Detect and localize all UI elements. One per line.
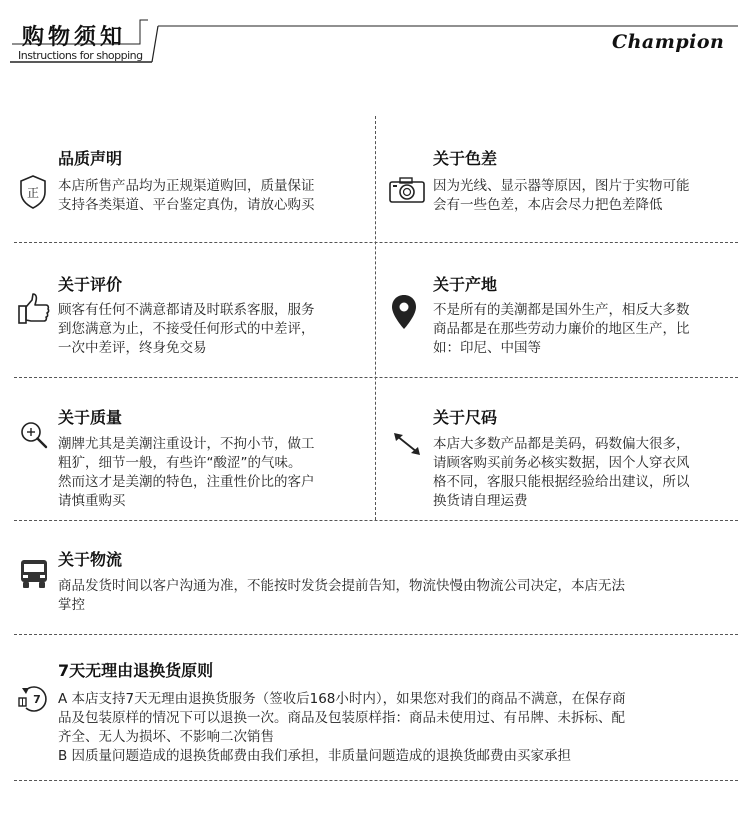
color-diff-text: 因为光线、显示器等原因，图片于实物可能 会有一些色差，本店会尽力把色差降低: [433, 178, 690, 213]
divider: [14, 634, 738, 635]
svg-text:正: 正: [26, 186, 40, 200]
seven-day-return-icon: [18, 684, 50, 714]
review-title: 关于评价: [58, 275, 123, 294]
logistics-title: 关于物流: [58, 550, 123, 569]
returns-title: 7天无理由退换货原则: [58, 661, 214, 680]
quality-statement-text: 本店所售产品均为正规渠道购回，质量保证 支持各类渠道、平台鉴定真伪，请放心购买: [58, 178, 315, 213]
origin-text: 不是所有的美潮都是国外生产，相反大多数 商品都是在那些劳动力廉价的地区生产，比 如：印尼、中国等: [433, 302, 690, 356]
origin-title: 关于产地: [433, 275, 498, 294]
returns-text: A 本店支持7天无理由退换货服务（签收后168小时内），如果您对我们的商品不满意，在保存商 品及包装原样的情况下可以退换一次。商品及包装原样指：商品未使用过、有吊牌、未拆标、配 齐全、无人为损坏、不影响二次销售 B 因质量问题造成的退换货邮费由我们承担，非质量问题造成的退换货邮费由买家承担: [58, 691, 626, 764]
quality-title: 关于质量: [58, 408, 123, 427]
thumbs-up-icon: [17, 292, 51, 326]
brand-logo: Champion: [612, 31, 725, 53]
divider: [14, 242, 738, 243]
shield-icon: [18, 174, 48, 210]
page-title: 购物须知: [22, 25, 127, 50]
divider: [14, 780, 738, 781]
quality-statement-title: 品质声明: [58, 149, 123, 168]
truck-icon: [19, 558, 49, 590]
page-subtitle: Instructions for shopping: [18, 49, 143, 62]
resize-arrow-icon: [393, 432, 421, 456]
magnifier-icon: [19, 420, 49, 450]
svg-text:7: 7: [33, 693, 41, 706]
divider: [14, 377, 738, 378]
size-text: 本店大多数产品都是美码，码数偏大很多， 请顾客购买前务必核实数据，因个人穿衣风 格不同，客服只能根据经验给出建议，所以 换货请自理运费: [433, 436, 690, 509]
camera-icon: [388, 176, 426, 204]
size-title: 关于尺码: [433, 408, 498, 427]
logistics-text: 商品发货时间以客户沟通为准，不能按时发货会提前告知，物流快慢由物流公司决定，本店无法 掌控: [58, 578, 625, 613]
color-diff-title: 关于色差: [433, 149, 498, 168]
divider: [14, 520, 738, 521]
page-header: [0, 0, 750, 70]
quality-text: 潮牌尤其是美潮注重设计，不拘小节，做工 粗犷，细节一般，有些许“酸涩”的气味。 然而这才是美潮的特色，注重性价比的客户 请慎重购买: [58, 436, 315, 509]
review-text: 顾客有任何不满意都请及时联系客服，服务 到您满意为止，不接受任何形式的中差评， 一次中差评，终身免交易: [58, 302, 315, 356]
column-divider: [375, 116, 376, 520]
location-pin-icon: [391, 294, 417, 330]
